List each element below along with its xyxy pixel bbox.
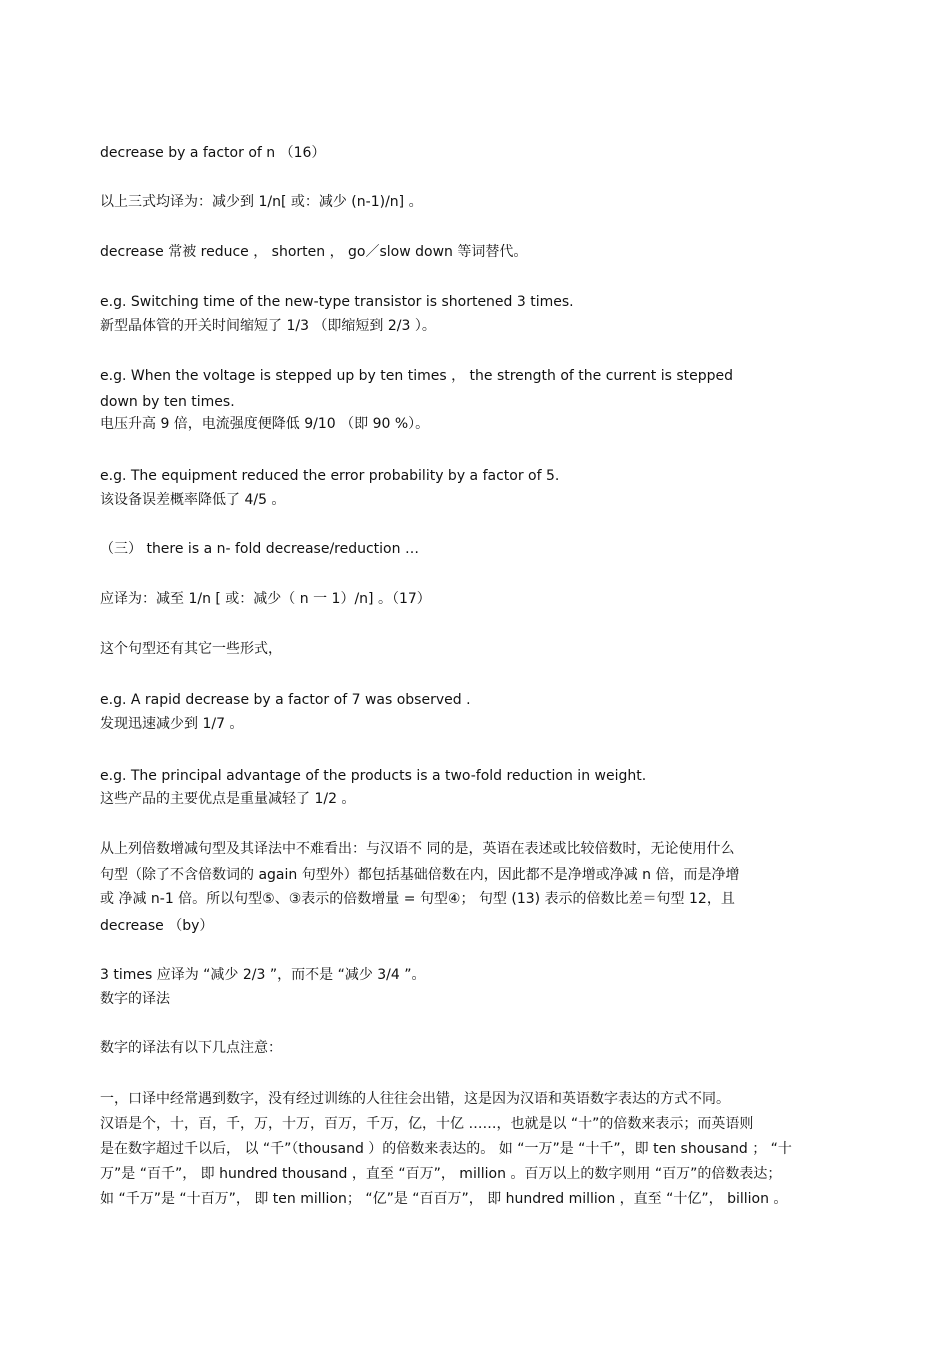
text-line: down by ten times.	[100, 394, 235, 410]
text-line: 句型（除了不含倍数词的 again 句型外）都包括基础倍数在内，因此都不是净增或净减 n 倍，而是净增	[100, 867, 740, 883]
text-line: 该设备误差概率降低了 4/5 。	[100, 492, 286, 508]
text-line: 应译为：减至 1/n [ 或：减少（ n 一 1）/n] 。（17）	[100, 591, 431, 607]
text-line: e.g. When the voltage is stepped up by ten times ， the strength of the current is stepped	[100, 368, 733, 384]
text-line: decrease 常被 reduce ， shorten ， go／slow down 等词替代。	[100, 244, 528, 260]
text-line: 新型晶体管的开关时间缩短了 1/3 （即缩短到 2/3 ）。	[100, 318, 436, 334]
text-line: （三） there is a n- fold decrease/reduction …	[100, 541, 419, 557]
text-line: 这个句型还有其它一些形式，	[100, 641, 282, 657]
text-line: 汉语是个，十，百，千，万，十万，百万，千万，亿，十亿 ……，也就是以 “十”的倍数来表示；而英语则	[100, 1116, 754, 1132]
text-line: 数字的译法有以下几点注意：	[100, 1040, 282, 1056]
text-line: 这些产品的主要优点是重量减轻了 1/2 。	[100, 791, 356, 807]
text-line: decrease （by）	[100, 918, 214, 934]
text-line: 3 times 应译为 “减少 2/3 ”，而不是 “减少 3/4 ”。	[100, 967, 426, 983]
text-line: 或 净减 n-1 倍。所以句型⑤、③表示的倍数增量 = 句型④； 句型 (13) 表示的倍数比差＝句型 12，且	[100, 891, 735, 907]
text-line: 从上列倍数增减句型及其译法中不难看出：与汉语不 同的是，英语在表述或比较倍数时，无论使用什么	[100, 841, 735, 857]
text-line: e.g. The equipment reduced the error probability by a factor of 5.	[100, 468, 560, 484]
text-line: decrease by a factor of n （16）	[100, 145, 326, 161]
text-line: e.g. The principal advantage of the products is a two-fold reduction in weight.	[100, 768, 647, 784]
text-line: 发现迅速减少到 1/7 。	[100, 716, 244, 732]
text-line: 万”是 “百千”， 即 hundred thousand ，直至 “百万”， million 。百万以上的数字则用 “百万”的倍数表达；	[100, 1166, 782, 1182]
text-line: 电压升高 9 倍，电流强度便降低 9/10 （即 90 %）。	[100, 416, 430, 432]
text-line: 如 “千万”是 “十百万”， 即 ten million； “亿”是 “百百万”， 即 hundred million ，直至 “十亿”， billion 。	[100, 1191, 788, 1207]
text-line: 以上三式均译为：减少到 1/n[ 或：减少 (n-1)/n] 。	[100, 194, 423, 210]
text-line: 是在数字超过千以后， 以 “千”（thousand ）的倍数来表达的。 如 “一万”是 “十千”，即 ten shousand ； “十	[100, 1141, 792, 1157]
section-heading: 数字的译法	[100, 991, 170, 1007]
text-line: e.g. Switching time of the new-type transistor is shortened 3 times.	[100, 294, 574, 310]
text-line: 一，口译中经常遇到数字，没有经过训练的人往往会出错，这是因为汉语和英语数字表达的方式不同。	[100, 1091, 730, 1107]
text-line: e.g. A rapid decrease by a factor of 7 was observed .	[100, 692, 471, 708]
